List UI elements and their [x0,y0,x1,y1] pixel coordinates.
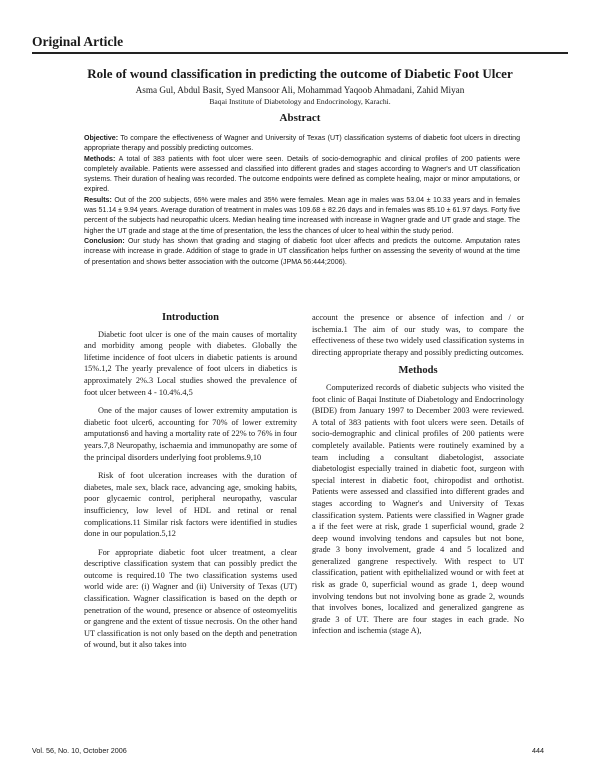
methods-label: Methods: [84,155,116,163]
left-column [84,312,297,658]
intro-continuation: account the presence or absence of infection and / or ischemia.1 The aim of our study was, to compare the effectiveness of these two widely used classification systems in directing appropriate therapy and possibly predicting outcomes. [312,313,524,357]
intro-paragraph: Risk of foot ulceration increases with the duration of diabetes, male sex, black race, advancing age, smoking habits, poor glycaemic control, peripheral neuropathy, vascular insufficiency, low level of HDL and retinal or renal complications.11 Similar risk factors were identified in studies done in our population.5,12 [84,471,297,539]
methods-text: A total of 383 patients with foot ulcer were seen. Details of socio-demographic and clinical profiles of 200 patients were completely available. Patients were assessed and classified into different grades and stages according to Wagner's and UT classification systems. Their duration of healing was recorded. The outcome endpoints were defined as complete healing, major or minor amputations, or expired. [84,155,520,194]
intro-paragraph: Diabetic foot ulcer is one of the main causes of mortality and morbidity among people with diabetes. Globally the lifetime incidence of foot ulcers in diabetic patients is around 15%.1,2 The yearly prevalence of foot ulcers in diabetics is approximately 2%.3 Local studies showed the prevalence of foot ulcer between 4 - 10.4%.4,5 [84,329,297,397]
right-column [312,312,524,644]
affiliation: Baqai Institute of Diabetology and Endocrinology, Karachi. [209,97,391,106]
author-list: Asma Gul, Abdul Basit, Syed Mansoor Ali, Mohammad Yaqoob Ahmadani, Zahid Miyan [135,85,465,95]
page-number: 444 [532,746,544,755]
introduction-heading: Introduction [162,312,219,323]
objective-label: Objective: [84,135,119,142]
abstract-heading: Abstract [279,112,321,124]
objective-text: To compare the effectiveness of Wagner and University of Texas (UT) classification systems of diabetic foot ulcers in directing appropriate therapy and possibly predicting outcomes. [84,135,520,153]
conclusion-label: Conclusion: [84,237,125,245]
methods-heading: Methods [398,365,438,377]
results-label: Results: [84,196,112,204]
section-divider [32,52,568,54]
abstract-methods [84,155,520,196]
abstract-results [84,196,520,237]
methods-paragraph: Computerized records of diabetic subjects who visited the foot clinic of Baqai Institute of Diabetology and Endocrinology (BIDE) from January 1997 to December 2003 were reviewed. A total of 383 patients with foot ulcers were seen. Details of socio-demographic and clinical profiles of 200 patients were completely available. Patients were routinely examined by a team including a consultant diabetologist, associate diabetologist especially trained in diabetic foot, surgeon with special interest in diabetic foot, chiropodist and orthotist. Patients were assessed and classified into different grades and stages according to Wagner's and University of Texas classification system. Patients were classified in Wagner grade a if the feet were at risk, grade 1 superficial wound, grade 2 deep wound involving tendons and capsules but not bone, grade 3 bony involvement, grade 4 and 5 localized and generalized gangrene respectively. With respect to UT classification, patient with epithelialized wound or with feet at risk as grade 0, superficial wound as grade 1, deep wound involving tendons but not involving bone as grade 2, wounds that involves bones, localized and generalized gangrene as grade 3 of UT. There are four stages in each grade. No infection and ischemia (stage A), [312,382,524,636]
results-text: Out of the 200 subjects, 65% were males and 35% were females. Mean age in males was 53.04 ± 10.33 years and in females was 51.14 ± 9.94 years. Average duration of treatment in males was 109.68 ± 82.26 days and in females was 85.10 ± 61.97 days. Forty five percent of the subjects had neuropathic ulcers. Median healing time increased with increase in Wagner grade and UT grade and stage. The higher the UT grade and stage at the time of presentation, the less the chances of ulcer to heal within the study period. [84,196,520,235]
section-label: Original Article [32,34,124,49]
intro-paragraph: One of the major causes of lower extremity amputation is diabetic foot ulcer6, accounting for 70% of lower extremity amputations6 and having a mortality rate of 22% to 76% in four years.7,8 Neuropathy, ischaemia and immunopathy are some of the principal disorders underlying foot problems.9,10 [84,406,297,462]
abstract-body [84,134,520,268]
intro-paragraph: For appropriate diabetic foot ulcer treatment, a clear descriptive classification system that can possibly predict the outcome is required.10 The two classification systems used world wide are: (i) Wagner and (ii) University of Texas (UT) classification. Wagner classification is based on the depth or penetration of the wound, presence or absence of osteomyelitis or gangrene and the extent of tissue necrosis. On the other hand UT classification is not only based on the depth and penetration of wound, but it also takes into [84,547,297,650]
conclusion-text: Our study has shown that grading and staging of diabetic foot ulcer affects and predicts the outcome. Amputation rates increase with increase in grade. Addition of stage to grade in UT classification helps further on assessing the severity of wound at the time of presentation and shows better association with the outcome (JPMA 56:444;2006). [84,237,520,266]
journal-info: Vol. 56, No. 10, October 2006 [32,746,127,755]
abstract-conclusion [84,237,520,268]
article-title: Role of wound classification in predicting the outcome of Diabetic Foot Ulcer [87,66,513,81]
abstract-objective [84,134,520,155]
